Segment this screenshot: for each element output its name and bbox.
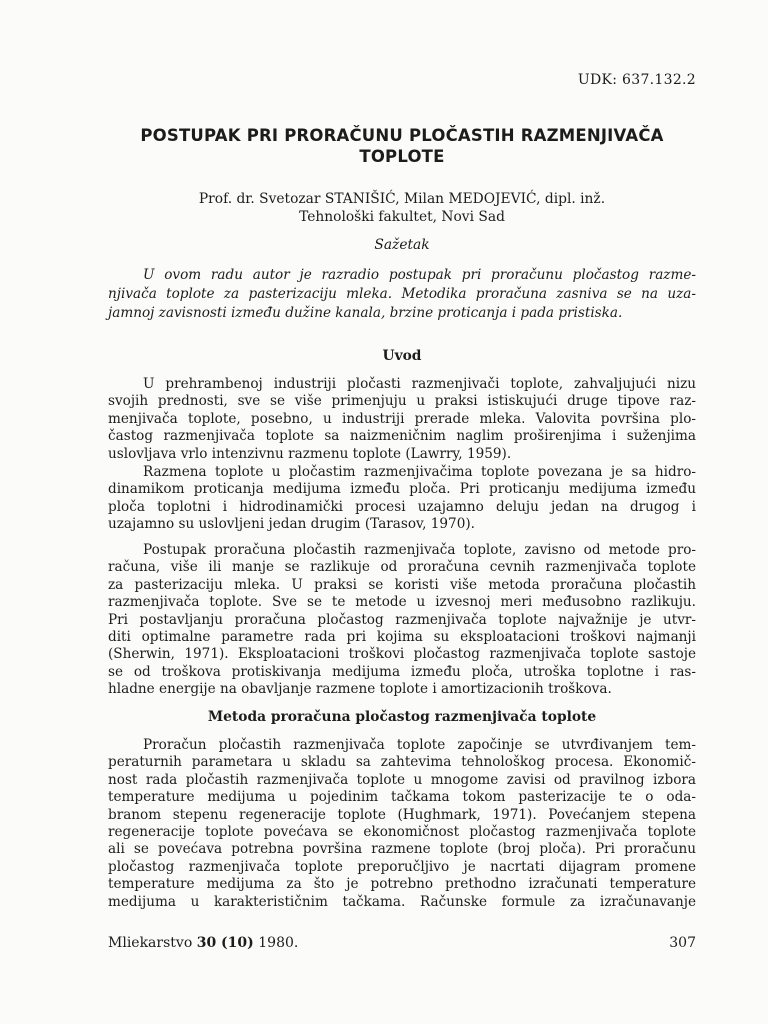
journal-name: Mliekarstvo (108, 935, 193, 951)
paragraph (108, 464, 696, 534)
text-line: temperature medijuma za što je potrebno prethodno izračunati temperature (108, 876, 696, 893)
document-page (108, 0, 696, 1024)
text-line: hladne energije na obavljanje razmene toplote i amortizacionih troškova. (108, 681, 612, 698)
text-line: uzajamno su uslovljeni jedan drugim (Tarasov, 1970). (108, 516, 475, 533)
text-line: se od troškova protiskivanja medijuma između ploča, utroška toplotne i ras- (108, 663, 696, 680)
abstract-text (108, 266, 696, 323)
abstract-line: njivača toplote za pasterizaciju mleka. Metodika proračuna zasniva se na uza- (108, 286, 696, 302)
text-line: ali se povećava potrebna površina razmene toplote (broj ploča). Pri proračunu (108, 841, 696, 858)
text-line: za pasterizaciju mleka. U praksi se koristi više metoda proračuna pločastih (108, 576, 696, 593)
text-line: nost rada pločastih razmenjivača toplote u mnogome zavisi od pravilnog izbora (108, 771, 696, 788)
page-number: 307 (669, 935, 696, 951)
journal-issue: 30 (10) (196, 935, 254, 951)
text-line: Razmena toplote u pločastim razmenjivačima toplote povezana je sa hidro- (143, 464, 696, 480)
section-heading-uvod: Uvod (382, 348, 422, 364)
text-line: svojih prednosti, sve se više primenjuju u praksi istiskujući druge tipove raz- (108, 393, 696, 410)
abstract-heading: Sažetak (374, 237, 430, 253)
abstract-line: jamnoj zavisnosti između dužine kanala, brzine proticanja i pada pristiska. (108, 305, 623, 321)
text-line: diti optimalne parametre rada pri kojima su eksploatacioni troškovi najmanji (108, 629, 696, 646)
text-line: regeneracije toplote povećava se ekonomičnost pločastog razmenjivača toplote (108, 824, 696, 841)
journal-year: 1980. (258, 935, 299, 951)
text-line: Pri postavljanju proračuna pločastog razmenjivača toplote najvažnije je utvr- (108, 611, 696, 628)
paragraph (108, 376, 696, 463)
text-line: častog razmenjivača toplote sa naizmeničnim naglim proširenjima i suženjima (108, 428, 696, 445)
text-line: dinamikom proticanja medijuma između ploča. Pri proticanju medijuma između (108, 481, 696, 498)
text-line: (Sherwin, 1971). Eksploatacioni troškovi pločastog razmenjivača toplote sastoje (108, 646, 696, 663)
section-heading-metoda: Metoda proračuna pločastog razmenjivača toplote (207, 709, 597, 725)
text-line: medijuma u karakterističnim tačkama. Računske formule za izračunavanje (108, 893, 696, 910)
author-affiliation: Tehnološki fakultet, Novi Sad (299, 209, 505, 225)
text-line: branom stepenu regeneracije toplote (Hughmark, 1971). Povećanjem stepena (108, 806, 696, 823)
text-line: peraturnih parametara u skladu sa zahtevima tehnološkog procesa. Ekonomič- (108, 754, 696, 771)
text-line: menjivača toplote, posebno, u industriji prerade mleka. Valovita površina plo- (108, 410, 696, 427)
title-line: TOPLOTE (359, 147, 445, 166)
author-names: Prof. dr. Svetozar STANIŠIĆ, Milan MEDOJEVIĆ, dipl. inž. (198, 191, 606, 207)
text-line: Postupak proračuna pločastih razmenjivača toplote, zavisno od metode pro- (143, 542, 696, 558)
text-line: temperature medijuma u pojedinim tačkama tokom pasterizacije te o oda- (108, 789, 696, 806)
abstract-line: U ovom radu autor je razradio postupak pri proračunu pločastog razme- (143, 267, 696, 283)
text-line: ploča toplotni i hidrodinamički procesi uzajamno deluju jedan na drugog i (108, 498, 696, 515)
text-line: U prehrambenoj industriji pločasti razmenjivači toplote, zahvaljujući nizu (143, 376, 696, 392)
paragraph (108, 737, 696, 911)
text-line: Proračun pločastih razmenjivača toplote započinje se utvrđivanjem tem- (143, 737, 696, 753)
title-line: POSTUPAK PRI PRORAČUNU PLOČASTIH RAZMENJIVAČA (140, 126, 664, 145)
text-line: razmenjivača toplote. Sve se te metode u izvesnoj meri međusobno razlikuju. (108, 594, 696, 611)
text-line: uslovljava vrlo intenzivnu razmenu toplote (Lawrry, 1959). (108, 445, 512, 462)
article-title (108, 125, 696, 167)
text-line: pločastog razmenjivača toplote preporučljivo je nacrtati dijagram promene (108, 858, 696, 875)
journal-reference (108, 935, 298, 951)
udk-code: UDK: 637.132.2 (577, 72, 696, 88)
paragraph (108, 542, 696, 699)
authors-block (108, 190, 696, 226)
text-line: računa, više ili manje se razlikuje od proračuna cevnih razmenjivača toplote (108, 559, 696, 576)
